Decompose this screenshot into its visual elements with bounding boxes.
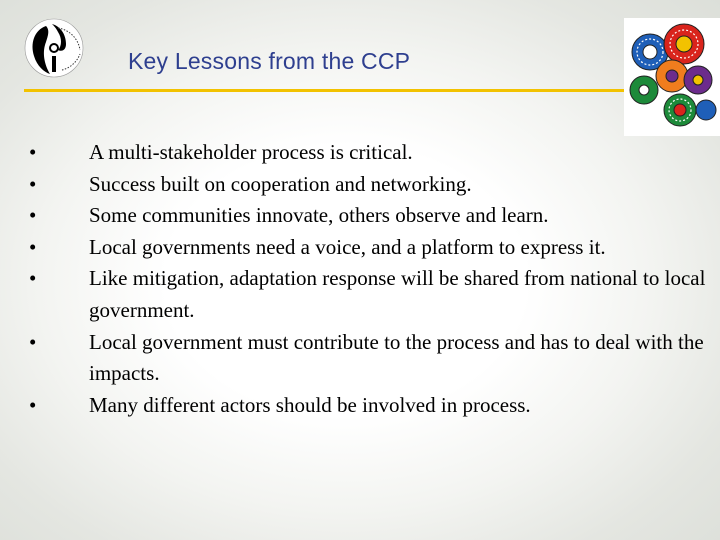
bullet-item	[29, 169, 709, 201]
bullet-dot: •	[29, 203, 37, 228]
colorful-gears-icon	[624, 18, 720, 136]
title-underline-rule	[24, 89, 624, 92]
bullet-item	[29, 390, 709, 422]
bullet-item	[29, 263, 709, 326]
bullet-dot: •	[29, 266, 37, 291]
bullet-item	[29, 200, 709, 232]
bullet-text: A multi-stakeholder process is critical.	[89, 140, 413, 164]
bullet-dot: •	[29, 234, 37, 259]
bullet-dot: •	[29, 392, 37, 417]
bullet-dot: •	[29, 329, 37, 354]
bullet-dot: •	[29, 171, 37, 196]
bullet-text: Like mitigation, adaptation response will be shared from national to local government.	[89, 266, 706, 322]
bullet-item	[29, 327, 709, 390]
bullet-text: Local governments need a voice, and a platform to express it.	[89, 234, 606, 259]
bullet-text: Local government must contribute to the process and has to deal with the impacts.	[89, 329, 704, 386]
bullet-text: Many different actors should be involved in process.	[89, 392, 531, 417]
organization-logo-icon	[22, 16, 86, 80]
bullet-item	[29, 232, 709, 264]
bullet-dot: •	[29, 140, 37, 164]
slide-title: Key Lessons from the CCP	[128, 48, 411, 74]
bullet-item	[29, 137, 709, 169]
bullet-text: Some communities innovate, others observe and learn.	[89, 203, 549, 228]
bullet-text: Success built on cooperation and networking.	[89, 171, 472, 196]
bullet-list	[29, 137, 709, 421]
